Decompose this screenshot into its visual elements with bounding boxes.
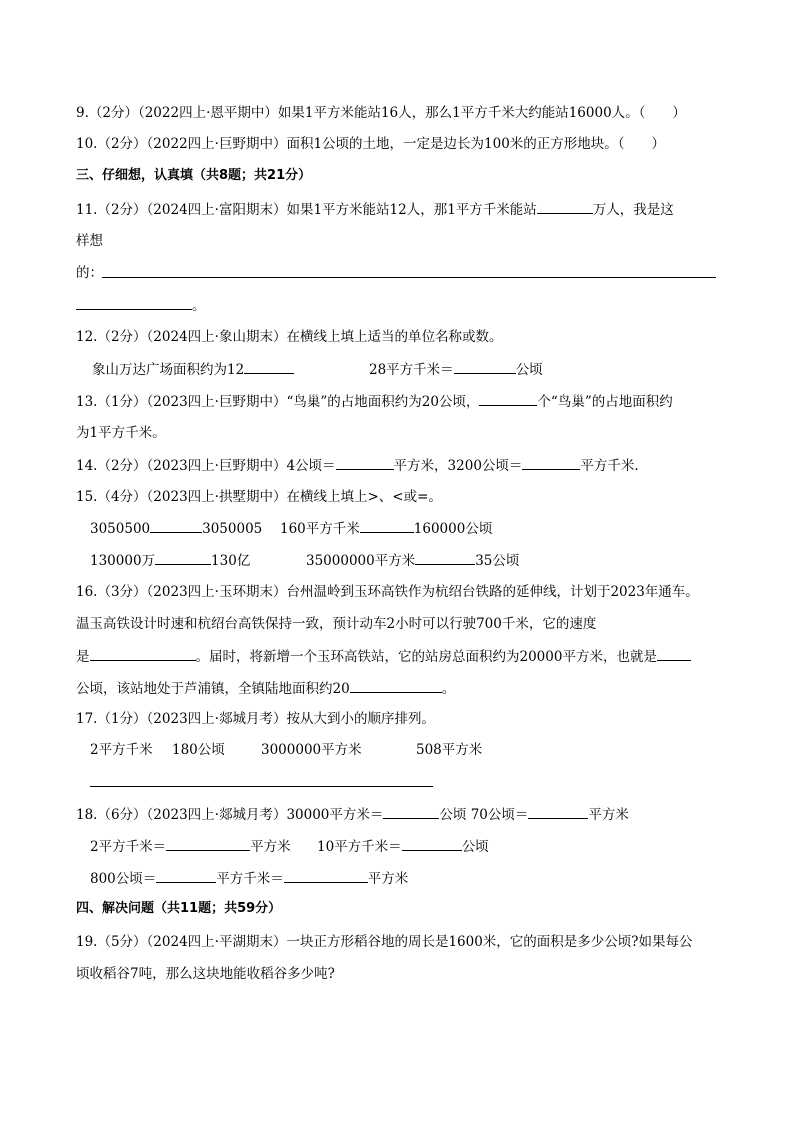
answer-blank[interactable]: [479, 392, 537, 406]
question-19-line-2: [76, 965, 335, 983]
question-16-text-cont: 是: [76, 649, 90, 665]
question-12-part-b: [369, 360, 543, 379]
question-18-text-cont: 平方千米＝: [216, 871, 284, 887]
question-11-line-3: [76, 264, 103, 282]
question-12-text: 12.（2分）（2024四上·象山期末）在横线上填上适当的单位名称或数。: [76, 329, 503, 345]
answer-blank[interactable]: [350, 679, 442, 693]
question-16-text-cont: 。届时，将新增一个玉环高铁站，它的站房总面积约为20000平方米，也就是: [195, 649, 657, 665]
question-12-part-a: [92, 360, 294, 379]
question-15-row-2-a: [90, 551, 250, 570]
question-12-b-unit: 公顷: [515, 362, 543, 378]
question-11-label: 的：: [76, 265, 103, 281]
question-9: [76, 104, 686, 122]
question-14: [76, 456, 639, 475]
compare-item: 3050500: [90, 521, 151, 537]
question-16-line-2: [76, 615, 596, 633]
question-14-text: 14.（2分）（2023四上·巨野期中）4公顷＝: [76, 458, 336, 474]
question-19-line-1: [76, 933, 693, 951]
answer-blank[interactable]: [383, 805, 439, 819]
question-18-text: 800公顷＝: [90, 871, 157, 887]
sort-item: 508平方米: [416, 742, 483, 758]
question-18-text: 2平方千米＝: [90, 839, 167, 855]
question-18-unit: 平方米: [250, 839, 291, 855]
question-13-line-1: [76, 392, 673, 411]
question-16-line-4: [76, 679, 455, 698]
answer-blank[interactable]: [537, 200, 593, 214]
answer-blank[interactable]: [90, 647, 196, 661]
question-13-text: 13.（1分）（2023四上·巨野期中）“鸟巢”的占地面积约为20公顷，: [76, 394, 480, 410]
period: 。: [441, 681, 456, 697]
question-14-text-end: 平方千米.: [580, 458, 639, 474]
question-16-line-1: [76, 583, 699, 601]
question-17-item-4: [416, 741, 482, 759]
answer-blank[interactable]: [657, 647, 691, 661]
question-10-text: 10.（2分）（2022四上·巨野期中）面积1公顷的土地，一定是边长为100米的正方形地块。（ ）: [76, 136, 666, 152]
answer-blank[interactable]: [528, 805, 588, 819]
question-18-unit: 平方米: [367, 871, 409, 887]
question-17-stem: [76, 710, 435, 728]
question-14-text-cont: 平方米，3200公顷＝: [393, 458, 523, 474]
answer-blank[interactable]: [155, 551, 211, 565]
sort-item: 2平方千米: [90, 742, 153, 758]
sort-item: 180公顷: [172, 742, 225, 758]
question-12-stem: [76, 328, 502, 346]
answer-blank[interactable]: [454, 360, 516, 374]
question-18-text: 10平方千米＝: [317, 839, 402, 855]
answer-blank[interactable]: [360, 519, 414, 533]
question-15-stem: [76, 488, 442, 506]
compare-item: 160000公顷: [413, 521, 493, 537]
answer-line[interactable]: [90, 786, 433, 787]
question-15-row-1-a: [90, 519, 262, 538]
question-11-end: [192, 297, 206, 315]
question-16-text-cont: 公顷，该站地处于芦浦镇，全镇陆地面积约20: [76, 681, 350, 697]
question-15-row-2-b: [306, 551, 519, 570]
question-11-line-1: [76, 200, 674, 219]
answer-blank[interactable]: [336, 456, 394, 470]
question-19-text: 19.（5分）（2024四上·平湖期末）一块正方形稻谷地的周长是1600米，它的面积是多少公顷?如果每公: [76, 934, 693, 950]
answer-blank[interactable]: [166, 837, 250, 851]
answer-line[interactable]: [102, 277, 716, 278]
compare-item: 35000000平方米: [306, 553, 416, 569]
question-13-line-2: [76, 424, 166, 442]
answer-blank[interactable]: [402, 837, 462, 851]
question-13-text-end: 为1平方千米。: [76, 425, 166, 441]
compare-item: 3050005: [202, 521, 263, 537]
question-13-text-cont: 个“鸟巢”的占地面积约: [537, 394, 673, 410]
question-19-text-cont: 顷收稻谷7吨，那么这块地能收稻谷多少吨?: [76, 966, 335, 982]
answer-line[interactable]: [76, 309, 192, 310]
question-11-stem: 11.（2分）（2024四上·富阳期末）如果1平方米能站12人，那1平方千米能站: [76, 202, 537, 218]
question-18-unit: 公顷: [461, 839, 489, 855]
question-17-item-2: [172, 741, 225, 759]
question-17-text: 17.（1分）（2023四上·郯城月考）按从大到小的顺序排列。: [76, 711, 435, 727]
section-3-heading: [76, 167, 311, 185]
answer-blank[interactable]: [156, 869, 216, 883]
answer-blank[interactable]: [415, 551, 475, 565]
answer-blank[interactable]: [522, 456, 580, 470]
question-18-text: 18.（6分）（2023四上·郯城月考）30000平方米＝: [76, 807, 384, 823]
question-18-unit: 平方米: [588, 807, 629, 823]
question-12-b-text: 28平方千米＝: [369, 362, 454, 378]
question-15-text: 15.（4分）（2023四上·拱墅期中）在横线上填上>、<或=。: [76, 489, 442, 505]
section-4-title: 四、解决问题（共11题；共59分）: [76, 901, 282, 916]
question-11-line-2: [76, 232, 103, 250]
question-18-line-2b: [317, 837, 489, 856]
question-11-stem-cont: 万人，我是这: [592, 202, 674, 218]
question-11-text: 样想: [76, 233, 103, 249]
section-3-title: 三、仔细想，认真填（共8题；共21分）: [76, 168, 312, 183]
compare-item: 35公顷: [475, 553, 520, 569]
question-18-line-1: [76, 805, 629, 824]
answer-blank[interactable]: [284, 869, 368, 883]
question-17-item-1: [90, 741, 153, 759]
question-16-line-3: [76, 647, 691, 666]
compare-item: 130000万: [90, 553, 156, 569]
question-12-a-text: 象山万达广场面积约为12: [92, 362, 245, 378]
answer-blank[interactable]: [150, 519, 202, 533]
question-18-line-3: [90, 869, 408, 888]
compare-item: 130亿: [211, 553, 251, 569]
question-16-text-cont: 温玉高铁设计时速和杭绍台高铁保持一致，预计动车2小时可以行驶700千米，它的速度: [76, 616, 597, 632]
question-18-text-cont: 公顷 70公顷＝: [439, 807, 529, 823]
question-18-line-2: [90, 837, 291, 856]
question-17-item-3: [261, 741, 362, 759]
sort-item: 3000000平方米: [261, 742, 362, 758]
question-16-text: 16.（3分）（2023四上·玉环期末）台州温岭到玉环高铁作为杭绍台铁路的延伸线，计划于2023年通车。: [76, 584, 699, 600]
compare-item: 160平方千米: [280, 521, 360, 537]
section-4-heading: [76, 900, 281, 918]
question-10: [76, 135, 665, 153]
period: 。: [192, 298, 206, 314]
question-9-text: 9.（2分）（2022四上·恩平期中）如果1平方米能站16人，那么1平方千米大约能站16000人。（ ）: [76, 105, 686, 121]
answer-blank[interactable]: [244, 360, 294, 374]
question-15-row-1-b: [280, 519, 492, 538]
